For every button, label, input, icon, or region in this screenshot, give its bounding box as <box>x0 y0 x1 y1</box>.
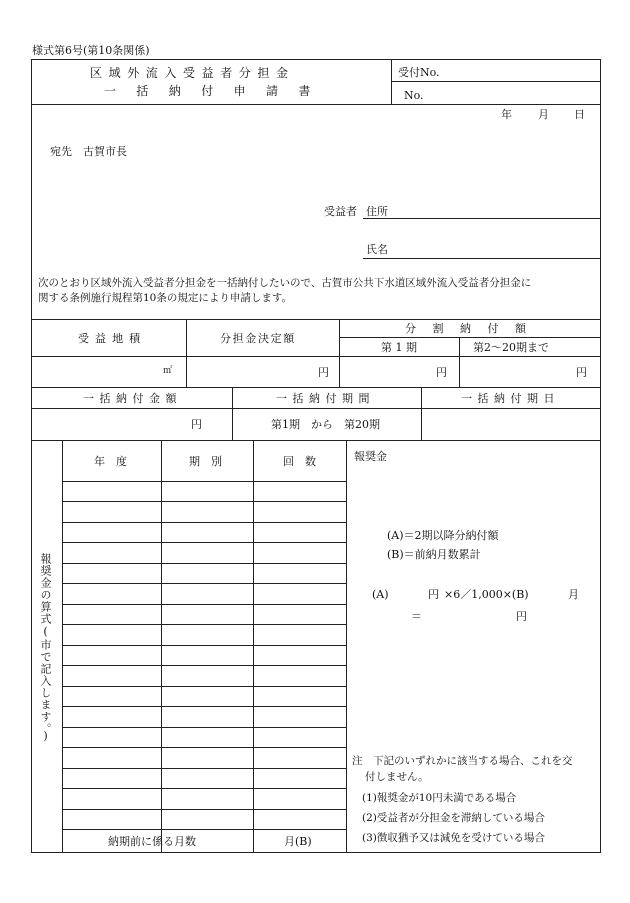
addressee: 宛先 古賀市長 <box>50 145 127 158</box>
form-title-line1: 区域外流入受益者分担金 <box>90 66 295 80</box>
area-unit: ㎡ <box>163 366 173 376</box>
receipt-label: 受付No. <box>398 66 440 79</box>
reward-side-label: 報奨金の算式(市で記入します。) <box>39 553 52 744</box>
date-year-label: 年 <box>501 108 512 121</box>
area-input[interactable] <box>34 358 184 385</box>
date-day-label: 日 <box>574 108 585 121</box>
amount-yen-unit: 円 <box>318 366 329 379</box>
formula-eq: ＝ <box>411 610 422 623</box>
area-header: 受益地積 <box>78 332 147 345</box>
lump-period-value: 第1期 から 第20期 <box>271 418 380 431</box>
lump-amount-input[interactable] <box>34 410 184 438</box>
formula-result-yen: 円 <box>516 610 527 623</box>
col-count-header: 回 数 <box>283 455 316 468</box>
receipt-no-label: No. <box>404 89 424 102</box>
address-field[interactable] <box>392 203 597 217</box>
period1-input[interactable] <box>342 358 457 385</box>
period1-header: 第 1 期 <box>381 341 417 354</box>
form-number: 様式第6号(第10条関係) <box>32 44 150 57</box>
col-year-header: 年 度 <box>94 455 127 468</box>
lump-period-header: 一括納付期間 <box>276 392 375 405</box>
def-a: (A)＝2期以降分納付額 <box>387 529 499 542</box>
lump-amount-yen-unit: 円 <box>191 418 202 431</box>
note-line1: 注 下記のいずれかに該当する場合、これを交 <box>352 755 573 767</box>
amount-header: 分担金決定額 <box>220 332 296 345</box>
date-month-label: 月 <box>538 108 549 121</box>
formula-mid: ×6／1,000×(B) <box>444 588 529 601</box>
name-label: 氏名 <box>366 243 388 256</box>
note-line2: 付しません。 <box>365 771 429 783</box>
note-item1: (1)報奨金が10円未満である場合 <box>362 792 517 804</box>
note-item2: (2)受益者が分担金を滞納している場合 <box>362 812 545 824</box>
lump-amount-header: 一括納付金額 <box>83 392 182 405</box>
def-b: (B)＝前納月数累計 <box>387 548 481 561</box>
lump-date-input[interactable] <box>424 410 598 438</box>
form-title-line2: 一括納付申請書 <box>104 84 331 98</box>
name-field[interactable] <box>392 241 597 257</box>
amount-input[interactable] <box>189 358 337 385</box>
address-label: 住所 <box>366 205 388 218</box>
period2-input[interactable] <box>462 358 598 385</box>
reward-title: 報奨金 <box>354 450 387 463</box>
body-text-line2: 関する条例施行規程第10条の規定により申請します。 <box>38 292 293 304</box>
note-item3: (3)徴収猶予又は減免を受けている場合 <box>362 832 545 844</box>
beneficiary-label: 受益者 <box>324 205 357 218</box>
installment-header: 分割納付額 <box>405 322 543 335</box>
formula-yen: 円 <box>428 588 439 601</box>
period1-yen-unit: 円 <box>436 366 447 379</box>
footer-months-unit: 月(B) <box>284 835 312 848</box>
body-text-line1: 次のとおり区域外流入受益者分担金を一括納付したいので、古賀市公共下水道区域外流入受益者分担金に <box>38 277 532 289</box>
lump-date-header: 一括納付期日 <box>461 392 560 405</box>
formula-a: (A) <box>372 588 389 601</box>
col-period-header: 期 別 <box>189 455 222 468</box>
formula-month: 月 <box>568 588 579 601</box>
period2-header: 第2～20期まで <box>473 341 549 354</box>
period2-yen-unit: 円 <box>576 366 587 379</box>
footer-months-label: 納期前に係る月数 <box>108 835 196 848</box>
